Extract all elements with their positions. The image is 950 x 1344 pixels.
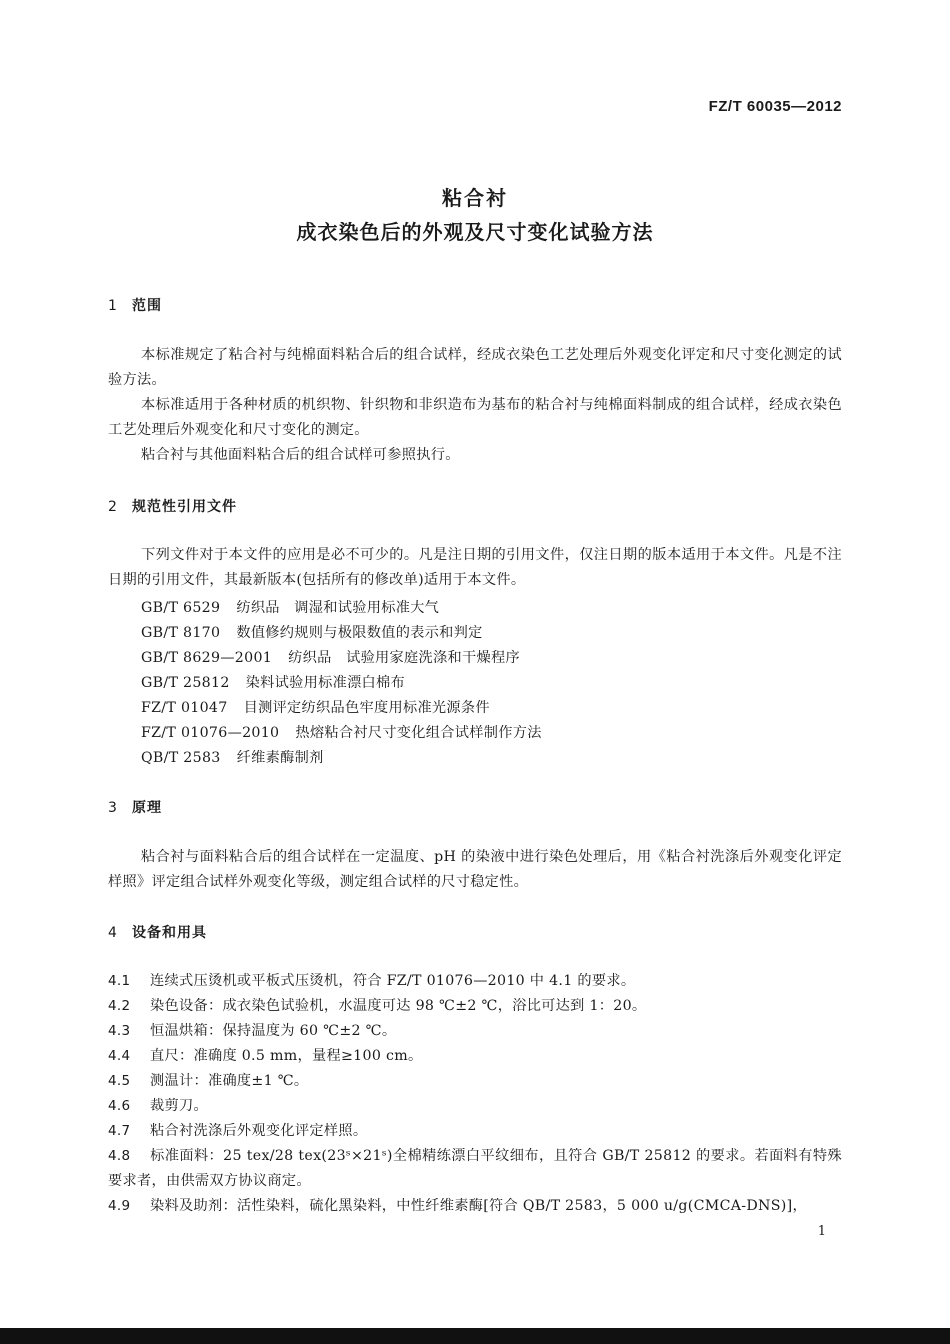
item-text: 恒温烘箱：保持温度为 60 ℃±2 ℃。 <box>150 1023 397 1039</box>
paragraph: 本标准规定了粘合衬与纯棉面料粘合后的组合试样，经成衣染色工艺处理后外观变化评定和尺寸变化测定的试验方法。 <box>108 347 842 388</box>
section-heading-2 <box>108 496 237 516</box>
list-item <box>108 1119 842 1144</box>
item-number: 4.2 <box>108 998 131 1014</box>
page-number: 1 <box>817 1224 826 1239</box>
document-title: 粘合衬 <box>442 186 508 210</box>
standard-code: FZ/T 60035—2012 <box>708 98 842 115</box>
item-text: 连续式压烫机或平板式压烫机，符合 FZ/T 01076—2010 中 4.1 的要求。 <box>150 973 636 989</box>
item-number: 4.4 <box>108 1048 131 1064</box>
list-item <box>108 1194 842 1219</box>
item-number: 4.5 <box>108 1073 131 1089</box>
reference-title: 染料试验用标准漂白棉布 <box>245 675 406 691</box>
item-number: 4.1 <box>108 973 131 989</box>
paragraph: 本标准适用于各种材质的机织物、针织物和非织造布为基布的粘合衬与纯棉面料制成的组合试样，经成衣染色工艺处理后外观变化和尺寸变化的测定。 <box>108 397 842 438</box>
section-title: 规范性引用文件 <box>132 499 237 515</box>
reference-item <box>141 697 490 717</box>
section-number: 1 <box>108 298 118 314</box>
item-text: 裁剪刀。 <box>150 1098 208 1114</box>
section-heading-1 <box>108 295 162 315</box>
section-title: 范围 <box>132 298 162 314</box>
reference-code: GB/T 25812 <box>141 675 230 691</box>
list-item <box>108 1019 842 1044</box>
section-number: 2 <box>108 499 118 515</box>
list-item <box>108 1069 842 1094</box>
section-number: 4 <box>108 925 118 941</box>
section-title: 原理 <box>132 800 162 816</box>
reference-code: FZ/T 01047 <box>141 700 228 716</box>
item-text: 标准面料：25 tex/28 tex(23ˢ×21ˢ)全棉精练漂白平纹细布，且符合 GB/T 25812 的要求。若面料有特殊要求者，由供需双方协议商定。 <box>108 1148 842 1189</box>
reference-code: GB/T 6529 <box>141 600 221 616</box>
reference-title: 纺织品 调湿和试验用标准大气 <box>236 600 440 616</box>
reference-item <box>141 672 405 692</box>
section-heading-3 <box>108 797 162 817</box>
paragraph: 粘合衬与其他面料粘合后的组合试样可参照执行。 <box>141 447 460 463</box>
list-item <box>108 1094 842 1119</box>
reference-item <box>141 622 483 642</box>
reference-item <box>141 747 324 767</box>
reference-title: 热熔粘合衬尺寸变化组合试样制作方法 <box>295 725 542 741</box>
section-heading-4 <box>108 922 207 942</box>
item-text: 测温计：准确度±1 ℃。 <box>150 1073 309 1089</box>
section-number: 3 <box>108 800 118 816</box>
scan-edge-bar <box>0 1328 950 1344</box>
reference-code: GB/T 8629—2001 <box>141 650 273 666</box>
item-number: 4.3 <box>108 1023 131 1039</box>
item-number: 4.9 <box>108 1198 131 1214</box>
reference-code: FZ/T 01076—2010 <box>141 725 280 741</box>
item-number: 4.7 <box>108 1123 131 1139</box>
document-subtitle: 成衣染色后的外观及尺寸变化试验方法 <box>296 220 654 244</box>
item-text: 粘合衬洗涤后外观变化评定样照。 <box>150 1123 368 1139</box>
item-number: 4.6 <box>108 1098 131 1114</box>
reference-title: 纤维素酶制剂 <box>236 750 324 766</box>
list-item <box>108 969 842 994</box>
section-title: 设备和用具 <box>132 925 207 941</box>
item-text: 直尺：准确度 0.5 mm，量程≥100 cm。 <box>150 1048 423 1064</box>
item-text: 染色设备：成衣染色试验机，水温度可达 98 ℃±2 ℃，浴比可达到 1：20。 <box>150 998 647 1014</box>
list-item <box>108 1144 842 1194</box>
paragraph: 下列文件对于本文件的应用是必不可少的。凡是注日期的引用文件，仅注日期的版本适用于本文件。凡是不注日期的引用文件，其最新版本(包括所有的修改单)适用于本文件。 <box>108 547 842 588</box>
reference-title: 数值修约规则与极限数值的表示和判定 <box>236 625 483 641</box>
item-text: 染料及助剂：活性染料，硫化黑染料，中性纤维素酶[符合 QB/T 2583，5 000 u/g(CMCA-DNS)]， <box>150 1198 807 1214</box>
reference-item <box>141 722 542 742</box>
list-item <box>108 1044 842 1069</box>
reference-item <box>141 597 439 617</box>
reference-code: GB/T 8170 <box>141 625 221 641</box>
reference-title: 目测评定纺织品色牢度用标准光源条件 <box>243 700 490 716</box>
list-item <box>108 994 842 1019</box>
reference-code: QB/T 2583 <box>141 750 221 766</box>
reference-title: 纺织品 试验用家庭洗涤和干燥程序 <box>288 650 520 666</box>
paragraph: 粘合衬与面料粘合后的组合试样在一定温度、pH 的染液中进行染色处理后，用《粘合衬洗涤后外观变化评定样照》评定组合试样外观变化等级，测定组合试样的尺寸稳定性。 <box>108 849 842 890</box>
reference-item <box>141 647 520 667</box>
item-number: 4.8 <box>108 1148 131 1164</box>
